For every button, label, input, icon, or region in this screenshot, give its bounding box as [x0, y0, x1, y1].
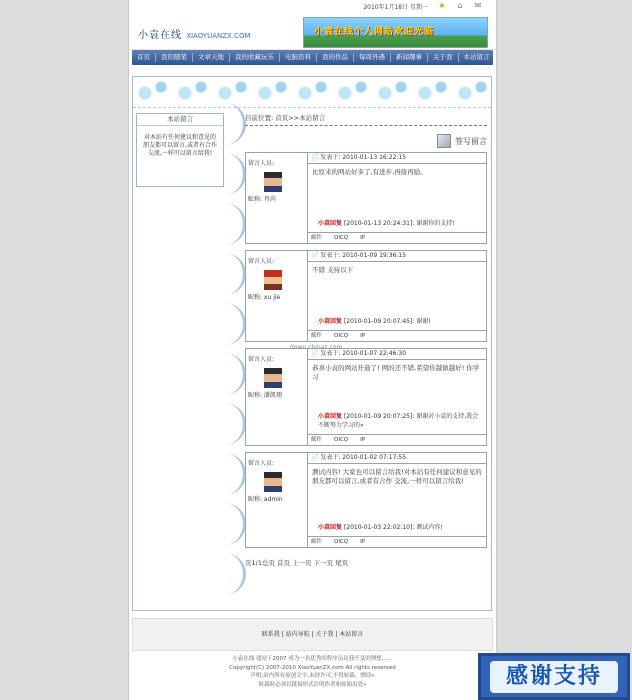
flower-decoration [133, 77, 491, 108]
main-nav [132, 50, 493, 65]
message-item [245, 250, 487, 342]
avatar [264, 472, 282, 492]
site-logo[interactable]: 小袁在线 XIAOYUANZX.COM [138, 30, 251, 41]
nav-home[interactable]: 首页 [132, 53, 156, 62]
nav-articles[interactable]: 文章天地 [193, 53, 230, 62]
email-link[interactable]: 邮件 [311, 235, 323, 241]
nav-news[interactable]: 新闻趣事 [391, 53, 428, 62]
oicq-link[interactable]: OICQ [334, 333, 349, 339]
sidebar-content: 对本站有任何建议和意见的朋友都可以留言,或者有合作交流,一样可以留言给我! [143, 134, 217, 157]
swirl-decoration [221, 103, 247, 603]
footer-links[interactable]: 联系我 | 站内导航 | 关于我 | 本站留言 [132, 618, 493, 651]
message-reply: 小袁回复 [2010-01-13 20:24:31]: 谢谢你的支持! [318, 220, 455, 227]
message-text: 不错 支持以下 [312, 266, 354, 274]
copyright: 小袁在线 建站于2007 成为一名优秀的程序员是我不变的理想…… Copyright(C) 2007-2010 XiaoYuanZX.com All rights reserved 声明:站内所有原创文字,未经许可,不得转载、剽窃» 转载时必须以链接形式注明作者和原始出处» [229, 656, 396, 688]
message-item [245, 452, 487, 548]
oicq-link[interactable]: OICQ [334, 235, 349, 241]
post-message-button[interactable]: 签写留言 [245, 130, 487, 152]
message-actions [308, 434, 486, 445]
message-time: 📄 发表于: 2010-01-07 22:46:30 [308, 349, 486, 360]
nav-about[interactable]: 关于我 [428, 53, 459, 62]
message-reply: 小袁回复 [2010-01-03 22:02:10]: 测试内容! [318, 524, 443, 531]
mail-icon[interactable]: ✉ [474, 1, 482, 10]
ip-link[interactable]: IP [360, 539, 366, 545]
message-user: 留言人员: 昵称: admin [246, 453, 308, 547]
message-user: 留言人员: 昵称: 肖尚 [246, 153, 308, 243]
star-icon[interactable]: ★ [438, 1, 446, 10]
nav-guestbook[interactable]: 本站留言 [463, 53, 490, 61]
message-time: 📄 发表于: 2010-01-09 19:36:15 [308, 251, 486, 262]
header [129, 12, 496, 50]
sidebar-box [136, 113, 224, 187]
oicq-link[interactable]: OICQ [334, 437, 349, 443]
top-bar [129, 0, 496, 12]
avatar [264, 172, 282, 192]
watermark: down.chinaz.com [290, 344, 343, 351]
content-area [245, 113, 487, 567]
nav-favorites[interactable]: 我的收藏玩乐 [230, 53, 280, 62]
email-link[interactable]: 邮件 [311, 437, 323, 443]
nav-computer[interactable]: 电脑资料 [280, 53, 317, 62]
ip-link[interactable]: IP [360, 235, 366, 241]
pagination[interactable]: 页1/1总页 首页 上一页 下一页 尾页 [245, 559, 349, 567]
oicq-link[interactable]: OICQ [334, 539, 349, 545]
message-text: 恭喜小袁的网站开通了! 网的还不错,希望你越做越好! 你学习 [312, 364, 480, 381]
message-reply: 小袁回复 [2010-01-09 20:07:25]: 谢谢对小袁的支持,我会不断努力学习的» [318, 413, 479, 429]
date-text: 2010年1月18日 星期一 [363, 3, 428, 11]
email-link[interactable]: 邮件 [311, 539, 323, 545]
banner-image: 小袁在线个人网站欢迎光临 [303, 17, 488, 48]
message-item [245, 152, 487, 244]
message-actions [308, 330, 486, 341]
ip-link[interactable]: IP [360, 333, 366, 339]
avatar [264, 368, 282, 388]
avatar [264, 270, 282, 290]
nav-weekly[interactable]: 每周外遇 [354, 53, 391, 62]
message-user: 留言人员: 昵称: 潘凯翔 [246, 349, 308, 445]
message-user: 留言人员: 昵称: xu jie [246, 251, 308, 341]
home-icon[interactable]: ⌂ [457, 1, 463, 10]
message-actions [308, 232, 486, 243]
message-text: 测试内容! 大家也可以留言给我!对本站有任何建议和意见的朋友都可以留言,或者有合作 交流,一样可以留言给我! [312, 468, 482, 485]
sidebar-title: 本站留言 [137, 114, 223, 126]
message-actions [308, 536, 486, 547]
message-text: 比原来的网站好多了,有进步,再接再励。 [312, 168, 427, 176]
message-time: 📄 发表于: 2010-01-02 07:17:55 [308, 453, 486, 464]
email-link[interactable]: 邮件 [311, 333, 323, 339]
nav-notes[interactable]: 我的随笔 [156, 53, 193, 62]
pen-icon [437, 134, 451, 148]
breadcrumb: 目前位置: 首页>>本站留言 [245, 113, 487, 126]
ip-link[interactable]: IP [360, 437, 366, 443]
message-reply: 小袁回复 [2010-01-09 20:07:45]: 谢谢! [318, 318, 431, 325]
message-time: 📄 发表于: 2010-01-13 16:22:15 [308, 153, 486, 164]
thanks-badge: 感谢支持 [478, 653, 630, 700]
message-item [245, 348, 487, 446]
nav-works[interactable]: 我的作品 [317, 53, 354, 62]
